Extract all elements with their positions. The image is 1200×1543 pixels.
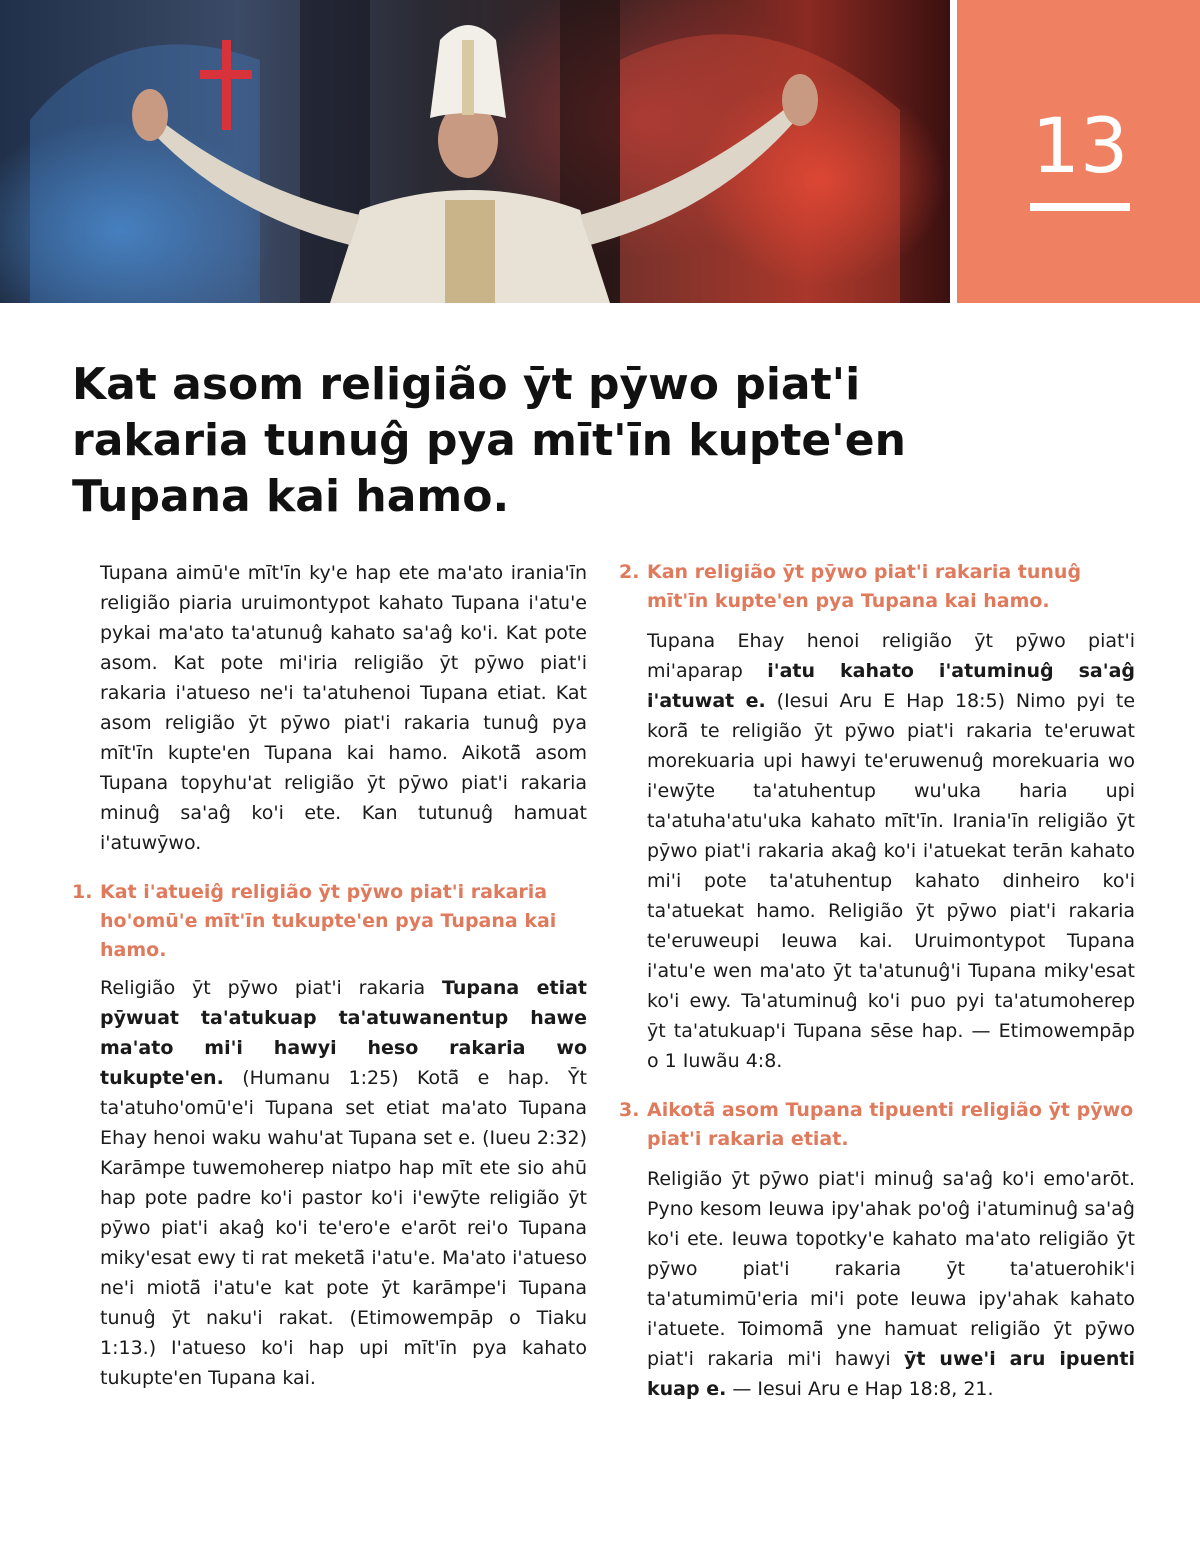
page-title: Kat asom religião ȳt pȳwo piat'i rakaria tunuĝ pya mīt'īn kupte'en Tupana kai hamo. <box>72 359 906 522</box>
left-column <box>72 558 588 1393</box>
section-3-text-start: Religião ȳt pȳwo piat'i minuĝ sa'aĝ ko'i emo'arōt. Pyno kesom Ieuwa ipy'ahak po'oĝ i'atuminuĝ sa'aĝ ko'i ete. Ieuwa topotky'e kahato ma'ato religião ȳt pȳwo piat'i rakaria ȳt ta'atuerohik'i ta'atumimū'eria mi'i pote Ieuwa ipy'ahak kahato i'atuete. Toimomã̄ yne hamuat religião ȳt pȳwo piat'i rakaria mi'i hawyi <box>647 1168 1135 1370</box>
section-2-text-bold: i'atu kahato i'atuminuĝ sa'aĝ i'atuwat e. <box>647 660 1135 712</box>
section-2-text-start: Tupana Ehay henoi religião ȳt pȳwo piat'i mi'aparap <box>647 630 1135 682</box>
section-1-number: 1. <box>72 881 93 903</box>
hero-image <box>0 0 950 303</box>
section-1-heading <box>72 878 587 965</box>
section-3-heading-text: Aikotã̄ asom Tupana tipuenti religião ȳt pȳwo piat'i rakaria etiat. <box>647 1099 1134 1150</box>
section-1-paragraph <box>100 973 587 1393</box>
hero-illustration <box>0 0 950 303</box>
section-3-heading <box>619 1096 1135 1154</box>
section-3-text-end: — Iesui Aru e Hap 18:8, 21. <box>726 1378 994 1400</box>
chapter-underline <box>1030 203 1130 211</box>
right-column <box>619 558 1136 1404</box>
section-3-paragraph <box>647 1164 1135 1404</box>
section-1-text-start: Religião ȳt pȳwo piat'i rakaria <box>100 977 443 999</box>
section-2-text-end: (Iesui Aru E Hap 18:5) Nimo pyi te korã̄ te religião ȳt pȳwo piat'i rakaria te'eruwat morekuaria upi hawyi te'eruwenuĝ morekuaria wo i'ewȳte ta'atuhentup wu'uka haria upi ta'atuha'atu'uka kahato mīt'īn. Irania'īn religião ȳt pȳwo piat'i rakaria akaĝ ko'i i'atuekat terān kahato mi'i pote ta'atuhentup kahato dinheiro ko'i ta'atuekat hamo. Religião ȳt pȳwo piat'i rakaria te'eruweupi Ieuwa kai. Uruimontypot Tupana i'atu'e wen ma'ato ȳt ta'atunuĝ'i Tupana miky'esat ko'i ewy. Ta'atuminuĝ ko'i puo pyi ta'atumoherep ȳt ta'atukuap'i Tupana sēse hap. — Etimowempāp o 1 Iuwãu 4:8. <box>647 690 1136 1072</box>
section-2-heading-text: Kan religião ȳt pȳwo piat'i rakaria tunuĝ mīt'īn kupte'en pya Tupana kai hamo. <box>647 561 1082 612</box>
intro-paragraph: Tupana aimū'e mīt'īn ky'e hap ete ma'ato irania'īn religião piaria uruimontypot kahato Tupana i'atu'e pykai ma'ato ta'atunuĝ kahato sa'aĝ ko'i. Kat pote asom. Kat pote mi'iria religião ȳt pȳwo piat'i rakaria i'atueso ne'i ta'atuhenoi Tupana etiat. Kat asom religião ȳt pȳwo piat'i rakaria tunuĝ pya mīt'īn kupte'en Tupana kai hamo. Aikotã̄ asom Tupana topyhu'at religião ȳt pȳwo piat'i rakaria minuĝ sa'aĝ ko'i ete. Kan tutunuĝ hamuat i'atuwȳwo. <box>100 562 587 854</box>
section-1-heading-text: Kat i'atueiĝ religião ȳt pȳwo piat'i rakaria ho'omū'e mīt'īn tukupte'en pya Tupana kai hamo. <box>100 881 557 961</box>
section-2-number: 2. <box>619 561 640 583</box>
section-1-text-bold: Tupana etiat pȳwuat ta'atukuap ta'atuwanentup hawe ma'ato mi'i hawyi heso rakaria wo tukupte'en. <box>100 977 588 1089</box>
section-2-paragraph <box>647 626 1135 1076</box>
section-2-heading <box>619 558 1135 616</box>
section-3-number: 3. <box>619 1099 640 1121</box>
chapter-number: 13 <box>1031 101 1129 190</box>
section-1-text-end: (Humanu 1:25) Kotã̄ e hap. Ȳt ta'atuho'omū'e'i Tupana set etiat ma'ato Tupana Ehay henoi waku wahu'at Tupana set e. (Iueu 2:32) Karāmpe tuwemoherep niatpo hap mīt ete sio ahū hap pote padre ko'i pastor ko'i i'ewȳte religião ȳt pȳwo piat'i akaĝ ko'i te'ero'e e'arōt rei'o Tupana miky'esat ewy ti rat meketã̄ i'atu'e. Ma'ato i'atueso ne'i miotã̄ i'atu'e kat pote ȳt karāmpe'i Tupana tunuĝ ȳt naku'i rakat. (Etimowempāp o Tiaku 1:13.) I'atueso ko'i hap upi mīt'īn pya kahato tukupte'en Tupana kai. <box>100 1067 587 1389</box>
section-3-text-bold: ȳt uwe'i aru ipuenti kuap e. <box>647 1348 1135 1400</box>
